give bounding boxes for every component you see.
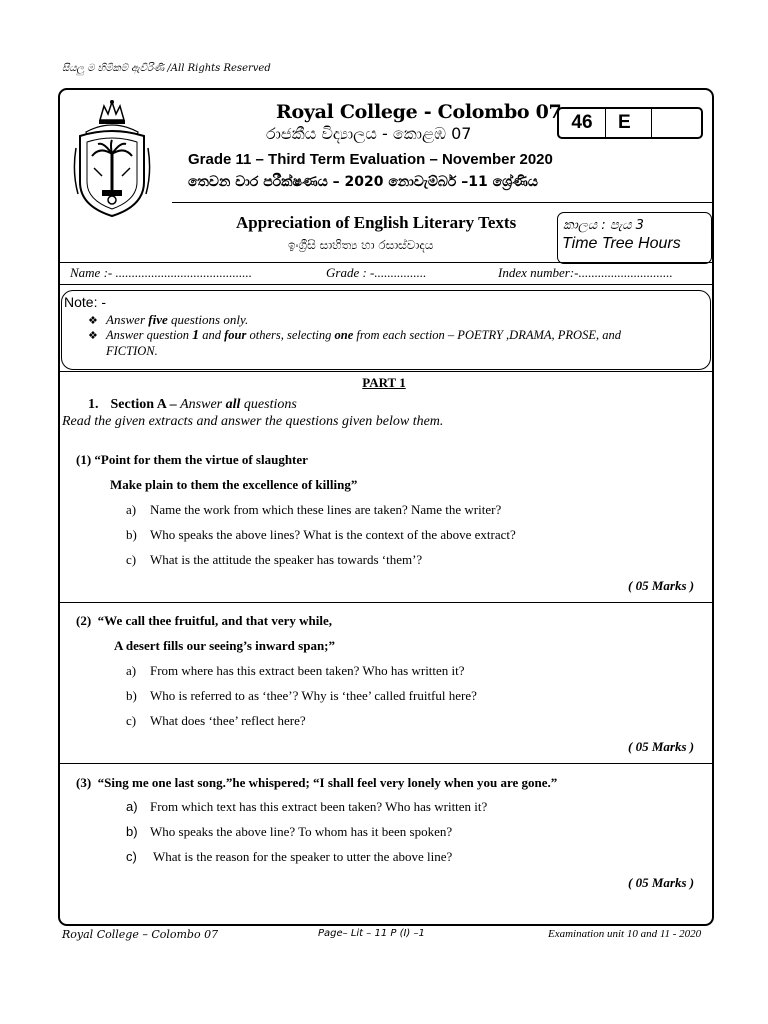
divider bbox=[58, 371, 714, 372]
sub-question-label: b) bbox=[126, 527, 137, 542]
question-extract: “Point for them the virtue of slaughter bbox=[94, 452, 308, 467]
school-name-sinhala: රාජකීය විද්‍යාලය - කොළඹ 07 bbox=[266, 124, 472, 143]
index-number-field[interactable]: Index number:-............................. bbox=[498, 265, 673, 280]
question-line bbox=[76, 775, 557, 791]
question-number: (2) bbox=[76, 613, 92, 628]
exam-title-sinhala: තෙවන වාර පරීක්ෂණය – 2020 නොවැම්බර් –11 ශ්‍රේණිය bbox=[188, 174, 538, 190]
sub-question-text: Who speaks the above line? To whom has it been spoken? bbox=[150, 824, 453, 839]
sub-question-label: c) bbox=[126, 552, 137, 567]
sub-question-text: What does ‘thee’ reflect here? bbox=[150, 713, 306, 728]
sub-question-text: From where has this extract been taken? Who has written it? bbox=[150, 663, 465, 678]
footer-school: Royal College – Colombo 07 bbox=[62, 928, 219, 941]
marks-label: ( 05 Marks ) bbox=[628, 739, 695, 754]
sub-question-text: Name the work from which these lines are taken? Name the writer? bbox=[150, 502, 502, 517]
school-crest-logo bbox=[70, 98, 154, 222]
subject-title-english: Appreciation of English Literary Texts bbox=[236, 213, 517, 232]
question-extract: Make plain to them the excellence of killing” bbox=[110, 477, 358, 492]
divider bbox=[172, 202, 714, 203]
sub-question-text: Who speaks the above lines? What is the context of the above extract? bbox=[150, 527, 516, 542]
diamond-bullet-icon: ❖ bbox=[88, 330, 98, 342]
time-english: Time Tree Hours bbox=[562, 235, 681, 252]
question-extract: “We call thee fruitful, and that very while, bbox=[97, 613, 333, 628]
sub-question-label: b) bbox=[126, 824, 138, 839]
question-number: (3) bbox=[76, 775, 92, 790]
subject-title-sinhala: ඉංග්‍රීසි සාහිත්‍ය හා රසාස්වාදය bbox=[288, 238, 434, 252]
note-emphasis: 1 bbox=[192, 328, 200, 343]
sub-question bbox=[126, 799, 487, 815]
paper-number: 46 bbox=[559, 109, 606, 137]
sub-question-text: What is the attitude the speaker has towards ‘them’? bbox=[150, 552, 423, 567]
sub-question bbox=[126, 849, 452, 865]
divider bbox=[58, 763, 714, 764]
section-instruction: questions bbox=[240, 397, 297, 412]
question-extract: “Sing me one last song.”he whispered; “I shall feel very lonely when you are gone.” bbox=[97, 775, 558, 790]
section-instruction: Answer bbox=[180, 397, 226, 412]
sub-question bbox=[126, 502, 501, 518]
sub-question bbox=[126, 824, 452, 840]
school-name-english: Royal College - Colombo 07 bbox=[276, 101, 562, 123]
note-text: and bbox=[199, 328, 225, 342]
name-field[interactable]: Name :- .......................................... bbox=[70, 265, 252, 280]
sub-question bbox=[126, 713, 306, 729]
sub-question bbox=[126, 552, 422, 568]
note-emphasis: four bbox=[224, 328, 247, 342]
note-item bbox=[88, 312, 700, 329]
marks-label: ( 05 Marks ) bbox=[628, 875, 695, 890]
sub-question-label: b) bbox=[126, 688, 137, 703]
time-sinhala: කාලය : පැය 3 bbox=[563, 218, 644, 233]
marks-label: ( 05 Marks ) bbox=[628, 578, 695, 593]
divider bbox=[58, 602, 714, 603]
note-text: FICTION. bbox=[106, 344, 158, 358]
question-number: (1) bbox=[76, 452, 92, 467]
divider bbox=[58, 262, 714, 263]
sub-question-text: Who is referred to as ‘thee’? Why is ‘thee’ called fruitful here? bbox=[150, 688, 477, 703]
section-heading bbox=[88, 397, 297, 413]
note-text: from each section – POETRY ,DRAMA, PROSE, and bbox=[353, 328, 621, 342]
note-emphasis: five bbox=[148, 312, 168, 327]
question-line bbox=[76, 452, 308, 468]
footer-page-code: Page– Lit – 11 P (I) –1 bbox=[318, 928, 425, 939]
sub-question bbox=[126, 527, 516, 543]
sub-question-text: What is the reason for the speaker to utter the above line? bbox=[150, 849, 453, 864]
sub-question-label: a) bbox=[126, 502, 137, 517]
paper-code-blank-cell bbox=[652, 109, 701, 137]
notes-title: Note: - bbox=[64, 294, 107, 310]
grade-field[interactable]: Grade : -................ bbox=[326, 265, 427, 280]
note-text: questions only. bbox=[167, 312, 249, 327]
note-text: Answer bbox=[106, 312, 149, 327]
paper-medium: E bbox=[606, 109, 652, 137]
note-item bbox=[88, 328, 700, 359]
paper-code-box bbox=[557, 107, 703, 139]
part-heading: PART 1 bbox=[362, 375, 406, 390]
sub-question-text: From which text has this extract been taken? Who has written it? bbox=[150, 799, 488, 814]
instruction-text: Read the given extracts and answer the questions given below them. bbox=[62, 414, 444, 429]
section-number: 1. bbox=[88, 397, 99, 412]
sub-question-label: a) bbox=[126, 663, 137, 678]
note-text: Answer question bbox=[106, 328, 193, 342]
sub-question-label: a) bbox=[126, 799, 138, 814]
exam-title-english: Grade 11 – Third Term Evaluation – November 2020 bbox=[188, 151, 553, 168]
sub-question-label: c) bbox=[126, 849, 137, 864]
sub-question bbox=[126, 688, 477, 704]
rights-notice: සියලු ම හිමිකම් ඇවිරිණි /All Rights Reserved bbox=[62, 63, 271, 74]
question-line bbox=[76, 613, 332, 629]
note-text: others, selecting bbox=[246, 328, 335, 342]
sub-question bbox=[126, 663, 465, 679]
footer-exam-unit: Examination unit 10 and 11 - 2020 bbox=[548, 928, 702, 940]
diamond-bullet-icon: ❖ bbox=[88, 315, 98, 327]
divider bbox=[58, 284, 714, 285]
note-emphasis: one bbox=[334, 328, 354, 342]
section-emphasis: all bbox=[225, 397, 241, 412]
question-extract: A desert fills our seeing’s inward span;” bbox=[114, 638, 336, 653]
sub-question-label: c) bbox=[126, 713, 137, 728]
section-label: Section A – bbox=[110, 397, 181, 412]
